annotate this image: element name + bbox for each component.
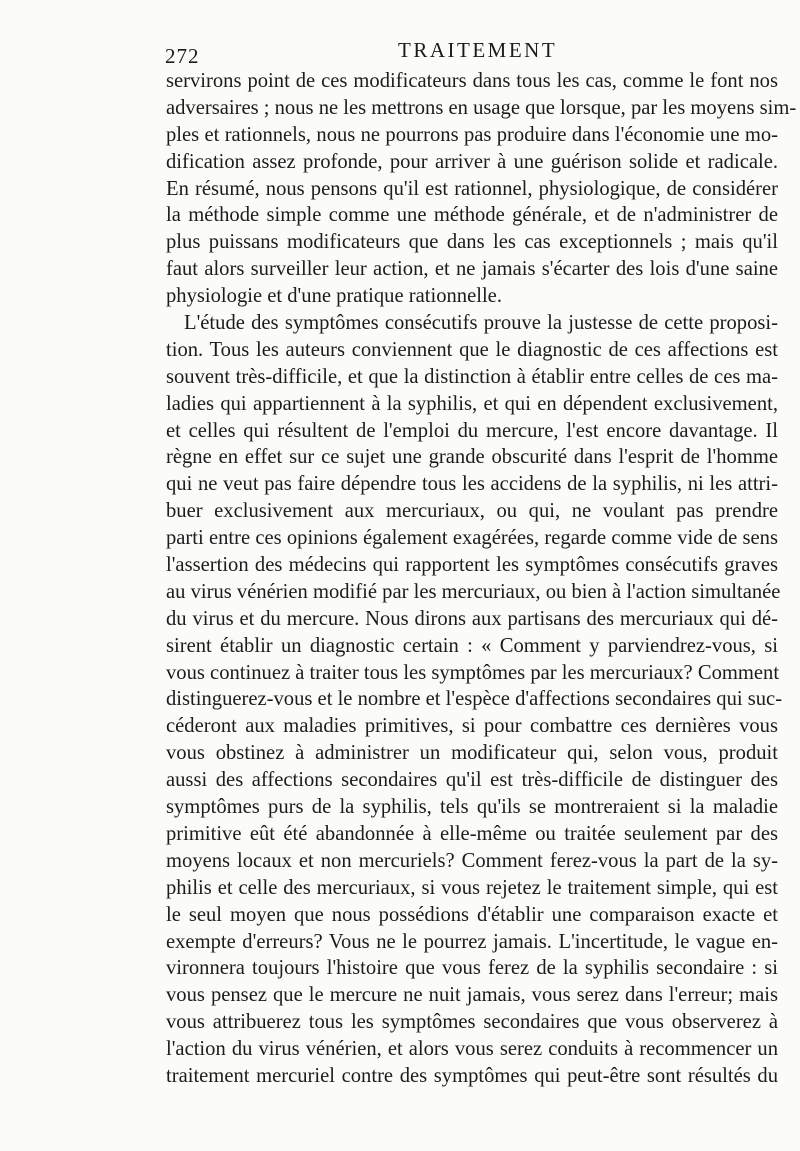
text-line: céderont aux maladies primitives, si pour combattre ces dernières vous [166, 715, 778, 738]
text-line: du virus et du mercure. Nous dirons aux partisans des mercuriaux qui dé- [166, 607, 778, 630]
text-line: au virus vénérien modifié par les mercuriaux, ou bien à l'action simultanée [166, 580, 781, 603]
text-line: adversaires ; nous ne les mettrons en usage que lorsque, par les moyens sim- [166, 96, 797, 119]
text-line: servirons point de ces modificateurs dans tous les cas, comme le font nos [166, 70, 778, 92]
running-head: TRAITEMENT [398, 38, 558, 62]
text-line: règne en effet sur ce sujet une grande obscurité dans l'esprit de l'homme [166, 446, 778, 469]
text-line: philis et celle des mercuriaux, si vous rejetez le traitement simple, qui est [166, 876, 778, 899]
text-line: exempte d'erreurs? Vous ne le pourrez jamais. L'incertitude, le vague en- [166, 930, 778, 953]
page-number: 272 [165, 44, 200, 68]
paragraph-2 [166, 310, 783, 1090]
text-line: distinguerez-vous et le nombre et l'espèce d'affections secondaires qui suc- [166, 688, 783, 711]
text-line: et celles qui résultent de l'emploi du mercure, l'est encore davantage. Il [166, 419, 778, 442]
text-line: qui ne veut pas faire dépendre tous les accidens de la syphilis, ni les attri- [166, 473, 778, 496]
text-line: En résumé, nous pensons qu'il est rationnel, physiologique, de considérer [166, 177, 778, 200]
text-line: vous continuez à traiter tous les symptômes par les mercuriaux? Comment [166, 661, 780, 684]
text-line: traitement mercuriel contre des symptômes qui peut-être sont résultés du [166, 1064, 778, 1087]
text-line: souvent très-difficile, et que la distinction à établir entre celles de ces ma- [166, 365, 778, 388]
text-line: vous pensez que le mercure ne nuit jamais, vous serez dans l'erreur; mais [166, 984, 778, 1007]
text-line: plus puissans modificateurs que dans les cas exceptionnels ; mais qu'il [166, 231, 778, 254]
text-line: sirent établir un diagnostic certain : « Comment y parviendrez-vous, si [166, 634, 778, 657]
text-line: primitive eût été abandonnée à elle-même ou traitée seulement par des [166, 822, 778, 845]
text-line: ladies qui appartiennent à la syphilis, et qui en dépendent exclusivement, [166, 392, 778, 415]
text-line: l'assertion des médecins qui rapportent les symptômes consécutifs graves [166, 554, 778, 577]
body-text [166, 68, 797, 1090]
text-line: vous attribuerez tous les symptômes secondaires que vous observerez à [166, 1011, 778, 1034]
text-line: l'action du virus vénérien, et alors vous serez conduits à recommencer un [166, 1038, 778, 1061]
paragraph-1 [166, 68, 797, 310]
text-line: parti entre ces opinions également exagérées, regarde comme vide de sens [166, 527, 778, 550]
text-line: le seul moyen que nous possédions d'établir une comparaison exacte et [166, 903, 778, 926]
text-line: buer exclusivement aux mercuriaux, ou qui, ne voulant pas prendre [166, 500, 778, 523]
text-line: faut alors surveiller leur action, et ne jamais s'écarter des lois d'une saine [166, 258, 778, 281]
text-line: ples et rationnels, nous ne pourrons pas produire dans l'économie une mo- [166, 123, 778, 146]
text-line: la méthode simple comme une méthode générale, et de n'administrer de [166, 204, 778, 227]
text-line: moyens locaux et non mercuriels? Comment ferez-vous la part de la sy- [166, 849, 778, 872]
text-line: L'étude des symptômes consécutifs prouve la justesse de cette proposi- [184, 312, 778, 335]
text-line: aussi des affections secondaires qu'il est très-difficile de distinguer des [166, 769, 778, 792]
text-line: vironnera toujours l'histoire que vous ferez de la syphilis secondaire : si [166, 957, 778, 980]
text-line: symptômes purs de la syphilis, tels qu'ils se montreraient si la maladie [166, 796, 778, 819]
text-line: dification assez profonde, pour arriver à une guérison solide et radicale. [166, 150, 778, 173]
text-line: physiologie et d'une pratique rationnelle. [166, 285, 502, 308]
text-line: tion. Tous les auteurs conviennent que le diagnostic de ces affections est [166, 338, 778, 361]
text-line: vous obstinez à administrer un modificateur qui, selon vous, produit [166, 742, 778, 765]
